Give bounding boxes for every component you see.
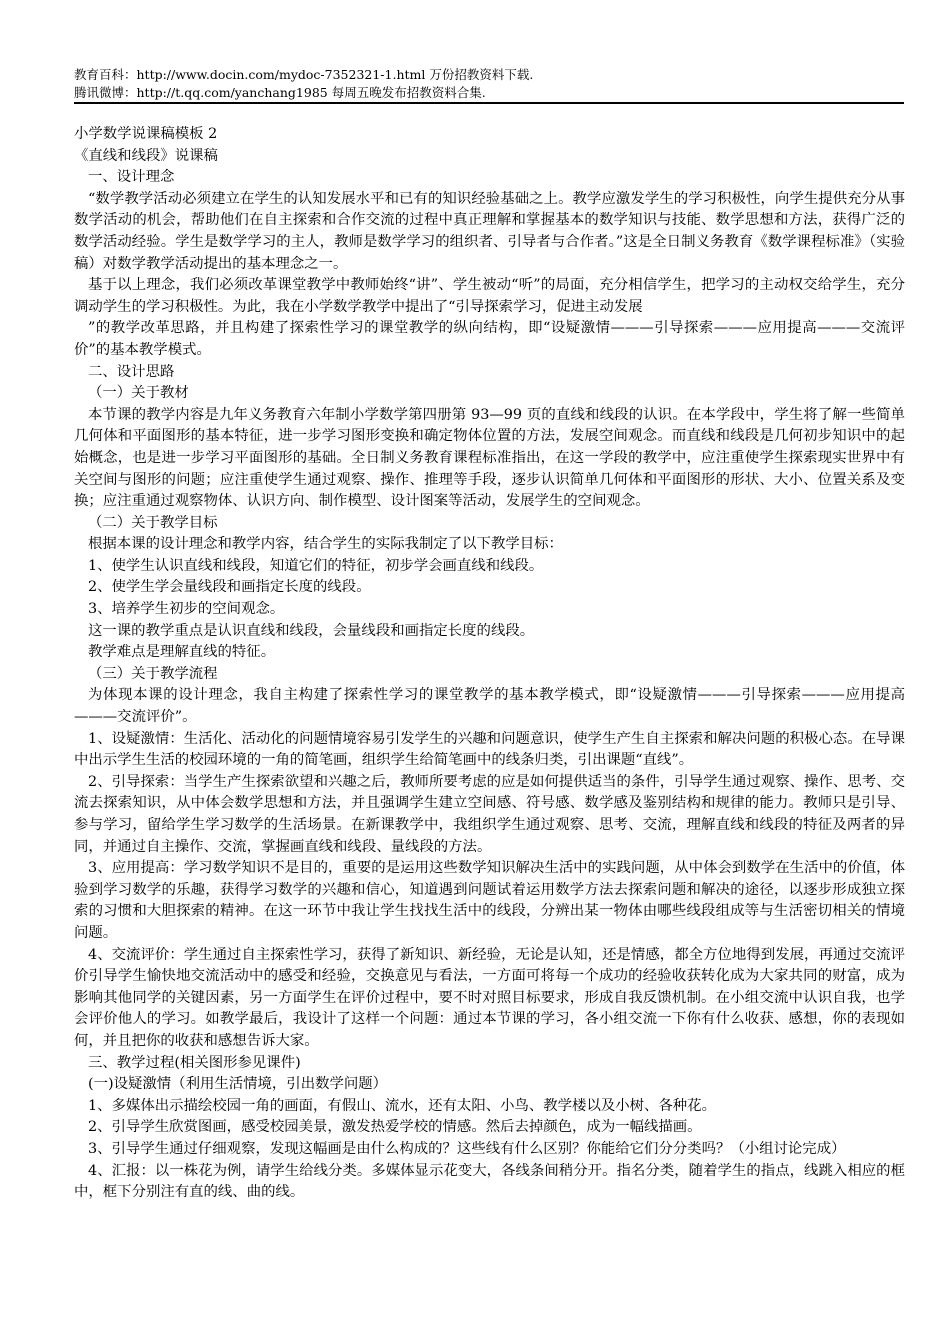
doc-subtitle: 《直线和线段》说课稿 bbox=[74, 147, 218, 164]
page-header bbox=[74, 66, 904, 102]
header-divider bbox=[74, 102, 904, 104]
section-2-3-intro: 为体现本课的设计理念，我自主构建了探索性学习的课堂教学的基本教学模式，即“设疑激情———引导探索———应用提高———交流评价”。 bbox=[74, 687, 905, 726]
section-3-heading: 三、教学过程(相关图形参见课件) bbox=[88, 1054, 301, 1071]
goal-item-3: 3、培养学生初步的空间观念。 bbox=[88, 601, 285, 618]
section-2-1-paragraph: 本节课的教学内容是九年义务教育六年制小学数学第四册第 93—99 页的直线和线段的认识。在本学段中，学生将了解一些简单几何体和平面图形的基本特征，进一步学习图形变换和确定物体位置的方法，发展空间观念。而直线和线段是几何初步知识中的起始概念，也是进一步学习平面图形的基础。全日制义务教育课程标准指出，在这一学段的教学中，应注重使学生探索现实世界中有关空间与图形的问题；应注重使学生通过观察、操作、推理等手段，逐步认识简单几何体和平面图形的形状、大小、位置关系及变换；应注重通过观察物体、认识方向、制作模型、设计图案等活动，发展学生的空间观念。 bbox=[74, 406, 905, 510]
header-line-weibo: 腾讯微博：http://t.qq.com/yanchang1985 每周五晚发布招教资料合集. bbox=[74, 85, 486, 100]
section-1-paragraph-3: ”的教学改革思路，并且构建了探索性学习的课堂教学的纵向结构，即“设疑激情———引导探索———应用提高———交流评价”的基本教学模式。 bbox=[74, 320, 905, 358]
section-1-heading: 一、设计理念 bbox=[88, 169, 175, 186]
activity-item-2: 2、引导学生欣赏图画，感受校园美景，激发热爱学校的情感。然后去掉颜色，成为一幅线描画。 bbox=[88, 1119, 702, 1136]
activity-item-4: 4、汇报：以一株花为例，请学生给线分类。多媒体显示花变大，各线条间稍分开。指名分类，随着学生的指点，线跳入相应的框中，框下分别注有直的线、曲的线。 bbox=[74, 1162, 905, 1201]
teaching-key-point: 这一课的教学重点是认识直线和线段，会量线段和画指定长度的线段。 bbox=[88, 622, 535, 639]
section-2-heading: 二、设计思路 bbox=[88, 363, 175, 380]
process-step-3: 3、应用提高：学习数学知识不是目的，重要的是运用这些数学知识解决生活中的实践问题，从中体会到数学在生活中的价值，体验到学习数学的乐趣，获得学习数学的兴趣和信心，知道遇到问题试着运用数学方法去探索问题和解决的途径，以逐步形成独立探索的习惯和大胆探索的精神。在这一环节中我让学生找找生活中的线段，分辨出某一物体由哪些线段组成等与生活密切相关的情境问题。 bbox=[74, 860, 905, 941]
activity-item-3: 3、引导学生通过仔细观察，发现这幅画是由什么构成的？这些线有什么区别？你能给它们分分类吗？（小组讨论完成） bbox=[88, 1140, 846, 1157]
goal-item-1: 1、使学生认识直线和线段，知道它们的特征，初步学会画直线和线段。 bbox=[88, 557, 544, 574]
process-step-1: 1、设疑激情：生活化、活动化的问题情境容易引发学生的兴趣和问题意识，使学生产生自主探索和解决问题的积极心态。在导课中出示学生生活的校园环境的一角的简笔画，组织学生给简笔画中的线条归类，引出课题“直线”。 bbox=[74, 730, 905, 769]
section-1-paragraph-2: 基于以上理念，我们必须改革课堂教学中教师始终“讲”、学生被动“听”的局面，充分相信学生，把学习的主动权交给学生，充分调动学生的学习积极性。为此，我在小学数学教学中提出了“引导探索学习，促进主动发展 bbox=[74, 277, 905, 315]
section-2-3-heading: （三）关于教学流程 bbox=[88, 665, 218, 682]
section-2-1-heading: （一）关于教材 bbox=[88, 385, 189, 402]
section-2-2-intro: 根据本课的设计理念和教学内容，结合学生的实际我制定了以下教学目标： bbox=[88, 536, 563, 553]
section-1-paragraph-1: “数学教学活动必须建立在学生的认知发展水平和已有的知识经验基础之上。教学应激发学生的学习积极性，向学生提供充分从事数学活动的机会，帮助他们在自主探索和合作交流的过程中真正理解和掌握基本的数学知识与技能、数学思想和方法，获得广泛的数学活动经验。学生是数学学习的主人，教师是数学学习的组织者、引导者与合作者。”这是全日制义务教育《数学课程标准》（实验稿）对数学教学活动提出的基本理念之一。 bbox=[74, 190, 905, 272]
process-step-2: 2、引导探索：当学生产生探索欲望和兴趣之后，教师所要考虑的应是如何提供适当的条件，引导学生通过观察、操作、思考、交流去探索知识，从中体会数学思想和方法，并且强调学生建立空间感、符号感、数学感及鉴别结构和规律的能力。教师只是引导、参与学习，留给学生学习数学的生活场景。在新课教学中，我组织学生通过观察、思考、交流，理解直线和线段的特征及两者的异同，并通过自主操作、交流，掌握画直线和线段、量线段的方法。 bbox=[74, 773, 905, 855]
header-line-baike: 教育百科：http://www.docin.com/mydoc-7352321-1.html 万份招教资料下载. bbox=[74, 67, 534, 82]
teaching-difficulty: 教学难点是理解直线的特征。 bbox=[88, 644, 276, 661]
activity-item-1: 1、多媒体出示描绘校园一角的画面，有假山、流水，还有太阳、小鸟、教学楼以及小树、各种花。 bbox=[88, 1097, 716, 1114]
doc-title: 小学数学说课稿模板 2 bbox=[74, 126, 218, 142]
section-2-2-heading: （二）关于教学目标 bbox=[88, 514, 218, 531]
goal-item-2: 2、使学生学会量线段和画指定长度的线段。 bbox=[88, 579, 371, 596]
section-3-1-heading: (一)设疑激情（利用生活情境，引出数学问题） bbox=[88, 1076, 388, 1093]
process-step-4: 4、交流评价：学生通过自主探索性学习，获得了新知识、新经验，无论是认知，还是情感，都全方位地得到发展，再通过交流评价引导学生愉快地交流活动中的感受和经验，交换意见与看法，一方面可将每一个成功的经验收获转化成为大家共同的财富，成为影响其他同学的关键因素，另一方面学生在评价过程中，要不时对照目标要求，形成自我反馈机制。在小组交流中认识自我，也学会评价他人的学习。如教学最后，我设计了这样一个问题：通过本节课的学习，各小组交流一下你有什么收获、感想，你的表现如何，并且把你的收获和感想告诉大家。 bbox=[74, 946, 905, 1049]
document-body bbox=[74, 124, 905, 1204]
